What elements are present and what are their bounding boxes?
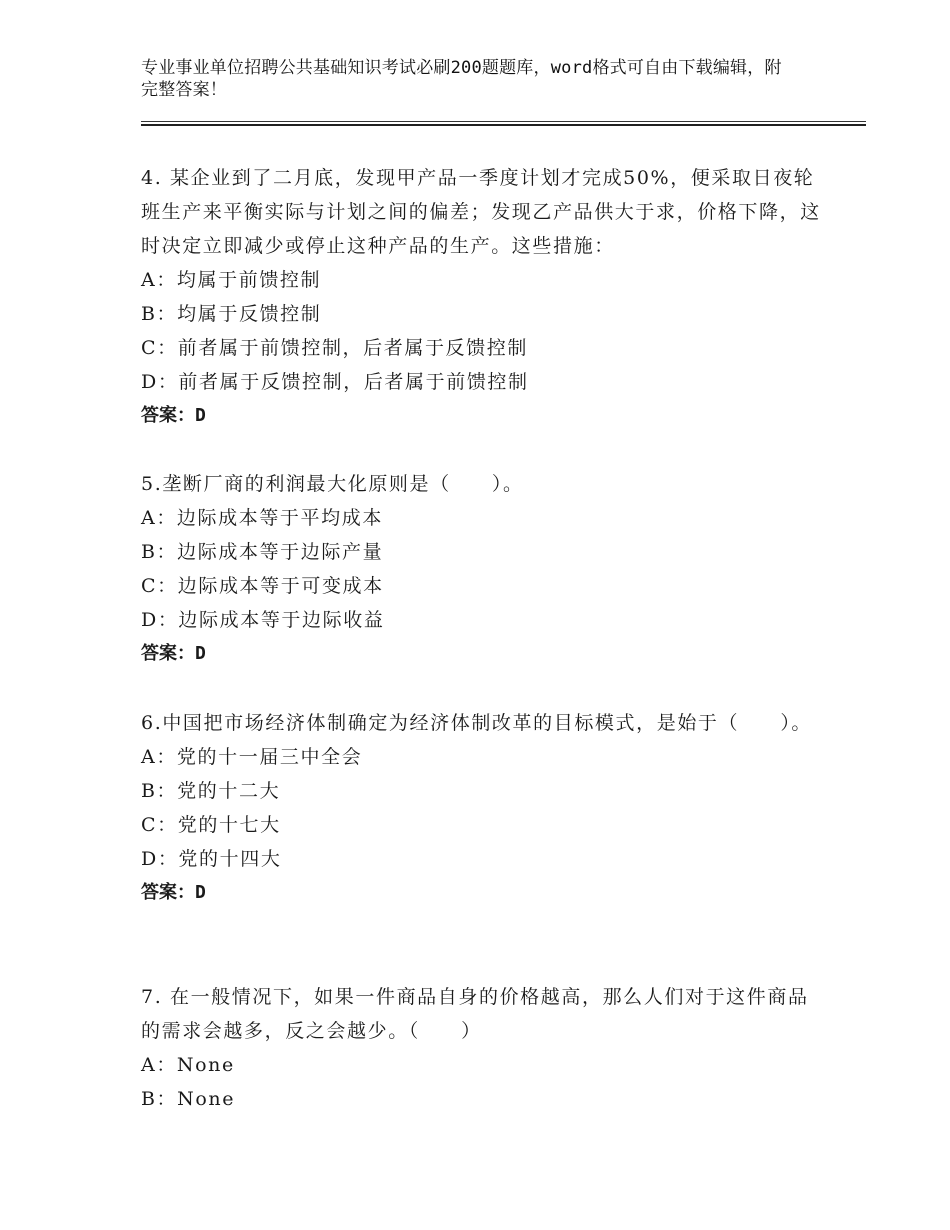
- option-d: D：边际成本等于边际收益: [141, 609, 385, 631]
- option-d: D：党的十四大: [141, 848, 282, 870]
- option-c: C：前者属于前馈控制，后者属于反馈控制: [141, 337, 528, 359]
- header-divider-double: [141, 124, 866, 126]
- question-4: [141, 161, 821, 433]
- option-a: A：None: [141, 1054, 235, 1076]
- question-6: [141, 706, 821, 910]
- option-b: B：None: [141, 1088, 236, 1110]
- option-a: A：均属于前馈控制: [141, 269, 322, 291]
- option-c: C：党的十七大: [141, 814, 281, 836]
- question-7: [141, 980, 821, 1116]
- option-d: D：前者属于反馈控制，后者属于前馈控制: [141, 371, 529, 393]
- option-b: B：边际成本等于边际产量: [141, 541, 384, 563]
- question-stem: 7. 在一般情况下，如果一件商品自身的价格越高，那么人们对于这件商品的需求会越多，反之会越少。（ ）: [141, 986, 809, 1042]
- option-b: B：均属于反馈控制: [141, 303, 322, 325]
- option-a: A：党的十一届三中全会: [141, 746, 363, 768]
- option-a: A：边际成本等于平均成本: [141, 507, 383, 529]
- option-b: B：党的十二大: [141, 780, 281, 802]
- document-header: 专业事业单位招聘公共基础知识考试必刷200题题库，word格式可自由下载编辑，附完整答案！: [141, 58, 782, 100]
- header-divider: [141, 121, 866, 122]
- answer: 答案：D: [141, 405, 206, 426]
- answer: 答案：D: [141, 643, 206, 664]
- answer: 答案：D: [141, 882, 206, 903]
- question-stem: 6.中国把市场经济体制确定为经济体制改革的目标模式，是始于（ ）。: [141, 712, 813, 734]
- question-stem: 5.垄断厂商的利润最大化原则是（ ）。: [141, 473, 524, 495]
- question-stem: 4. 某企业到了二月底，发现甲产品一季度计划才完成50%，便采取日夜轮班生产来平衡实际与计划之间的偏差；发现乙产品供大于求，价格下降，这时决定立即减少或停止这种产品的生产。这些措施：: [141, 167, 821, 257]
- question-5: [141, 467, 821, 671]
- option-c: C：边际成本等于可变成本: [141, 575, 384, 597]
